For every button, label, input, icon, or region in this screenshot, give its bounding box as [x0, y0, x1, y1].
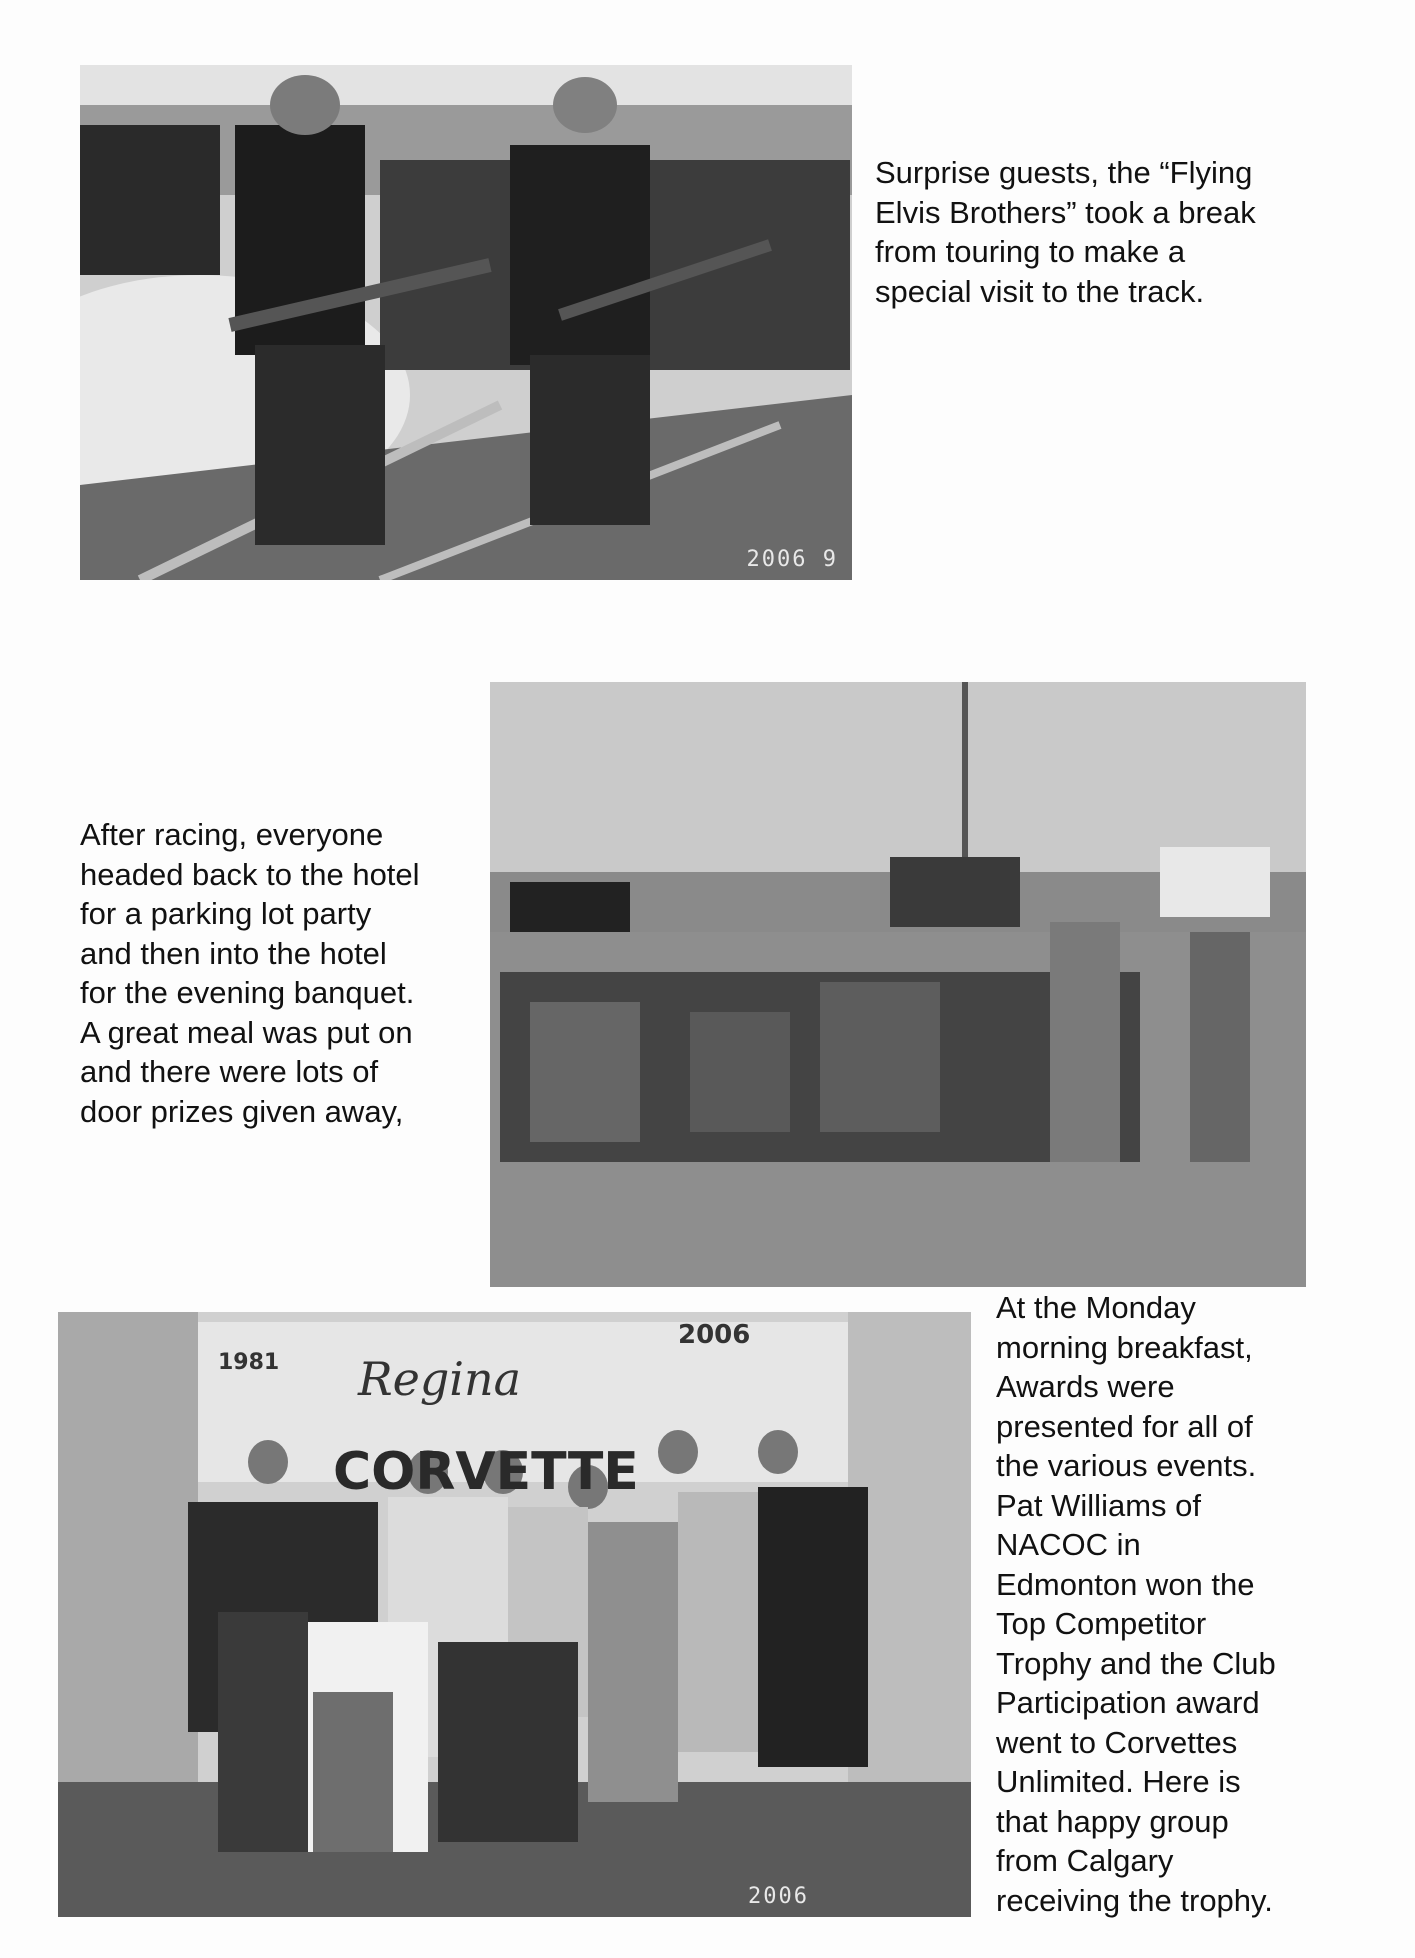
elvis-brothers-photo	[80, 65, 852, 580]
sign-script-regina: Regina	[358, 1352, 522, 1406]
parking-lot-party-photo	[490, 682, 1306, 1287]
elvis-caption: Surprise guests, the “Flying Elvis Brothers” took a break from touring to make a special visit to the track.	[875, 155, 1256, 309]
elvis-photo-art	[80, 65, 852, 580]
elvis-photo-date-stamp: 2006 9	[746, 547, 838, 572]
sign-word-corvette: CORVETTE	[333, 1442, 639, 1502]
party-photo-art	[490, 682, 1306, 1287]
awards-group-photo	[58, 1312, 971, 1917]
awards-photo-date-stamp: 2006	[748, 1884, 809, 1909]
sign-year-right: 2006	[678, 1320, 751, 1350]
awards-caption: At the Monday morning breakfast, Awards were presented for all of the various events. Pat Williams of NACOC in Edmonton won the Top Competitor Trophy and the Club Participation award went to Corvettes Unlimited. Here is that happy group from Calgary receiving the trophy.	[996, 1290, 1276, 1918]
sign-year-left: 1981	[218, 1350, 280, 1375]
party-caption: After racing, everyone headed back to the hotel for a parking lot party and then into the hotel for the evening banquet. A great meal was put on and there were lots of door prizes given away,	[80, 817, 420, 1129]
